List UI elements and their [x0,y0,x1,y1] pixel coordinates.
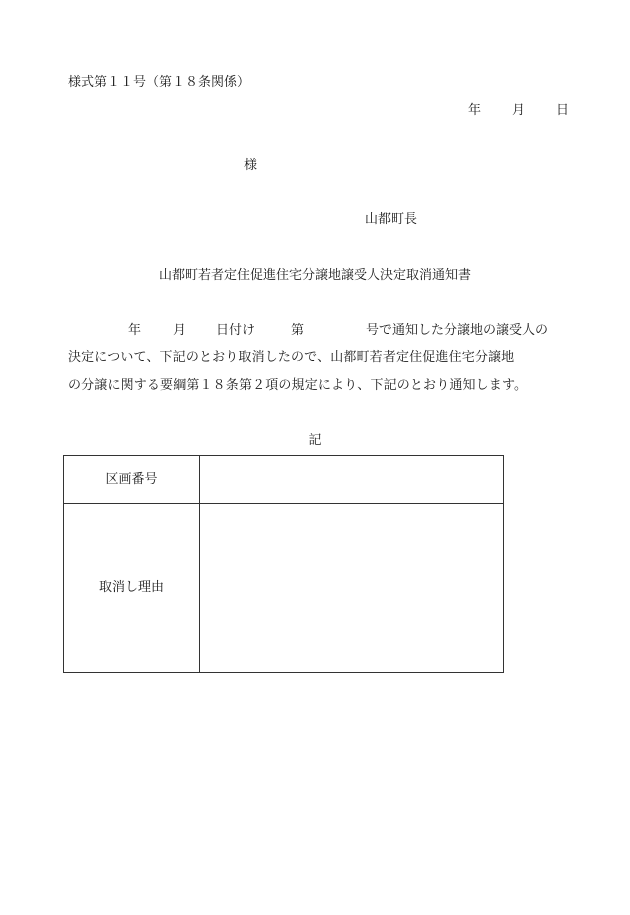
table-row-cancel-reason [64,504,504,673]
addressee: 様 [244,158,258,173]
detail-table [63,455,504,673]
cancel-reason-label: 取消し理由 [64,504,200,673]
date-day: 日 [556,103,570,118]
body-line-1-rest: 号で通知した分譲地の譲受人の [366,323,549,338]
lot-number-value [200,456,504,504]
form-number: 様式第１１号（第１８条関係） [68,75,251,90]
date-year: 年 [468,103,482,118]
cancel-reason-value [200,504,504,673]
body-line-2: 決定について、下記のとおり取消したので、山都町若者定住促進住宅分譲地 [68,350,515,365]
body-number-prefix: 第 [291,323,305,338]
document-title: 山都町若者定住促進住宅分譲地譲受人決定取消通知書 [158,268,471,283]
lot-number-label: 区画番号 [64,456,200,504]
ki-heading: 記 [308,433,322,448]
body-year: 年 [128,323,142,338]
body-line-1 [68,323,578,339]
issuer: 山都町長 [365,212,418,227]
table-row-lot-number [64,456,504,504]
body-dated: 日付け [216,323,256,338]
date-month: 月 [512,103,526,118]
body-month: 月 [173,323,187,338]
body-line-3: の分譲に関する要綱第１８条第２項の規定により、下記のとおり通知します。 [68,378,528,393]
